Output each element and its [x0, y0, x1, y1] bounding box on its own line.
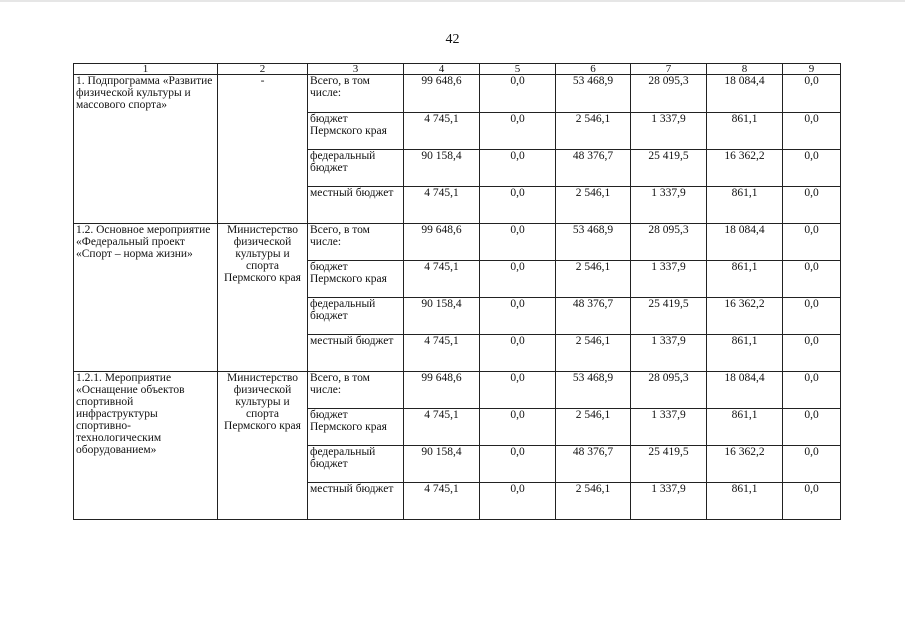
value-cell: 861,1 — [707, 409, 783, 446]
responsible-cell: - — [218, 75, 308, 224]
header-cell: 3 — [308, 64, 404, 75]
value-cell: 0,0 — [783, 75, 841, 113]
value-cell: 0,0 — [783, 409, 841, 446]
value-cell: 28 095,3 — [631, 75, 707, 113]
value-cell: 861,1 — [707, 335, 783, 372]
funding-source-cell: местный бюджет — [308, 187, 404, 224]
value-cell: 0,0 — [480, 335, 556, 372]
header-cell: 1 — [74, 64, 218, 75]
value-cell: 2 546,1 — [556, 335, 631, 372]
funding-source-cell: Всего, в том числе: — [308, 75, 404, 113]
table-row — [74, 224, 841, 261]
responsible-cell: Министерство физической культуры и спорта Пермского края — [218, 224, 308, 372]
page-number: 42 — [445, 32, 460, 47]
value-cell: 4 745,1 — [404, 483, 480, 520]
value-cell: 28 095,3 — [631, 372, 707, 409]
funding-source-cell: бюджет Пермского края — [308, 113, 404, 150]
header-cell: 5 — [480, 64, 556, 75]
value-cell: 0,0 — [783, 224, 841, 261]
value-cell: 53 468,9 — [556, 75, 631, 113]
funding-source-cell: федеральный бюджет — [308, 446, 404, 483]
table-header-row — [74, 64, 841, 75]
value-cell: 18 084,4 — [707, 75, 783, 113]
value-cell: 48 376,7 — [556, 298, 631, 335]
value-cell: 48 376,7 — [556, 446, 631, 483]
value-cell: 0,0 — [480, 409, 556, 446]
value-cell: 0,0 — [480, 298, 556, 335]
value-cell: 4 745,1 — [404, 261, 480, 298]
value-cell: 0,0 — [783, 372, 841, 409]
value-cell: 90 158,4 — [404, 446, 480, 483]
value-cell: 0,0 — [783, 335, 841, 372]
value-cell: 1 337,9 — [631, 335, 707, 372]
value-cell: 1 337,9 — [631, 113, 707, 150]
program-name-cell: 1. Подпрограмма «Развитие физической культуры и массового спорта» — [74, 75, 218, 224]
value-cell: 0,0 — [783, 113, 841, 150]
header-cell: 6 — [556, 64, 631, 75]
value-cell: 861,1 — [707, 187, 783, 224]
value-cell: 48 376,7 — [556, 150, 631, 187]
header-cell: 7 — [631, 64, 707, 75]
value-cell: 0,0 — [783, 446, 841, 483]
value-cell: 16 362,2 — [707, 446, 783, 483]
value-cell: 0,0 — [480, 150, 556, 187]
value-cell: 2 546,1 — [556, 483, 631, 520]
funding-source-cell: местный бюджет — [308, 335, 404, 372]
header-cell: 2 — [218, 64, 308, 75]
value-cell: 0,0 — [480, 446, 556, 483]
value-cell: 25 419,5 — [631, 446, 707, 483]
value-cell: 2 546,1 — [556, 261, 631, 298]
value-cell: 16 362,2 — [707, 150, 783, 187]
responsible-cell: Министерство физической культуры и спорта Пермского края — [218, 372, 308, 520]
value-cell: 4 745,1 — [404, 335, 480, 372]
value-cell: 0,0 — [480, 483, 556, 520]
value-cell: 1 337,9 — [631, 187, 707, 224]
funding-source-cell: Всего, в том числе: — [308, 224, 404, 261]
value-cell: 90 158,4 — [404, 150, 480, 187]
funding-source-cell: бюджет Пермского края — [308, 261, 404, 298]
value-cell: 53 468,9 — [556, 224, 631, 261]
value-cell: 18 084,4 — [707, 224, 783, 261]
value-cell: 2 546,1 — [556, 187, 631, 224]
value-cell: 0,0 — [480, 372, 556, 409]
funding-source-cell: федеральный бюджет — [308, 150, 404, 187]
program-name-cell: 1.2. Основное мероприятие «Федеральный проект «Спорт – норма жизни» — [74, 224, 218, 372]
funding-source-cell: местный бюджет — [308, 483, 404, 520]
value-cell: 99 648,6 — [404, 372, 480, 409]
value-cell: 861,1 — [707, 261, 783, 298]
header-cell: 9 — [783, 64, 841, 75]
value-cell: 90 158,4 — [404, 298, 480, 335]
value-cell: 16 362,2 — [707, 298, 783, 335]
value-cell: 0,0 — [480, 224, 556, 261]
value-cell: 861,1 — [707, 483, 783, 520]
value-cell: 28 095,3 — [631, 224, 707, 261]
table-row — [74, 372, 841, 409]
page-top-edge — [0, 0, 905, 2]
value-cell: 0,0 — [783, 261, 841, 298]
value-cell: 0,0 — [480, 187, 556, 224]
value-cell: 2 546,1 — [556, 409, 631, 446]
value-cell: 0,0 — [480, 75, 556, 113]
table-row — [74, 75, 841, 113]
value-cell: 4 745,1 — [404, 187, 480, 224]
budget-table — [73, 63, 841, 520]
funding-source-cell: бюджет Пермского края — [308, 409, 404, 446]
value-cell: 1 337,9 — [631, 483, 707, 520]
header-cell: 8 — [707, 64, 783, 75]
value-cell: 0,0 — [783, 483, 841, 520]
value-cell: 2 546,1 — [556, 113, 631, 150]
value-cell: 0,0 — [480, 261, 556, 298]
value-cell: 0,0 — [783, 298, 841, 335]
header-cell: 4 — [404, 64, 480, 75]
value-cell: 25 419,5 — [631, 298, 707, 335]
value-cell: 25 419,5 — [631, 150, 707, 187]
value-cell: 4 745,1 — [404, 409, 480, 446]
value-cell: 861,1 — [707, 113, 783, 150]
program-name-cell: 1.2.1. Мероприятие «Оснащение объектов спортивной инфраструктуры спортивно-технологическим оборудованием» — [74, 372, 218, 520]
value-cell: 53 468,9 — [556, 372, 631, 409]
value-cell: 1 337,9 — [631, 261, 707, 298]
value-cell: 4 745,1 — [404, 113, 480, 150]
value-cell: 18 084,4 — [707, 372, 783, 409]
value-cell: 99 648,6 — [404, 224, 480, 261]
value-cell: 99 648,6 — [404, 75, 480, 113]
funding-source-cell: федеральный бюджет — [308, 298, 404, 335]
value-cell: 0,0 — [783, 187, 841, 224]
value-cell: 0,0 — [783, 150, 841, 187]
funding-source-cell: Всего, в том числе: — [308, 372, 404, 409]
value-cell: 0,0 — [480, 113, 556, 150]
value-cell: 1 337,9 — [631, 409, 707, 446]
